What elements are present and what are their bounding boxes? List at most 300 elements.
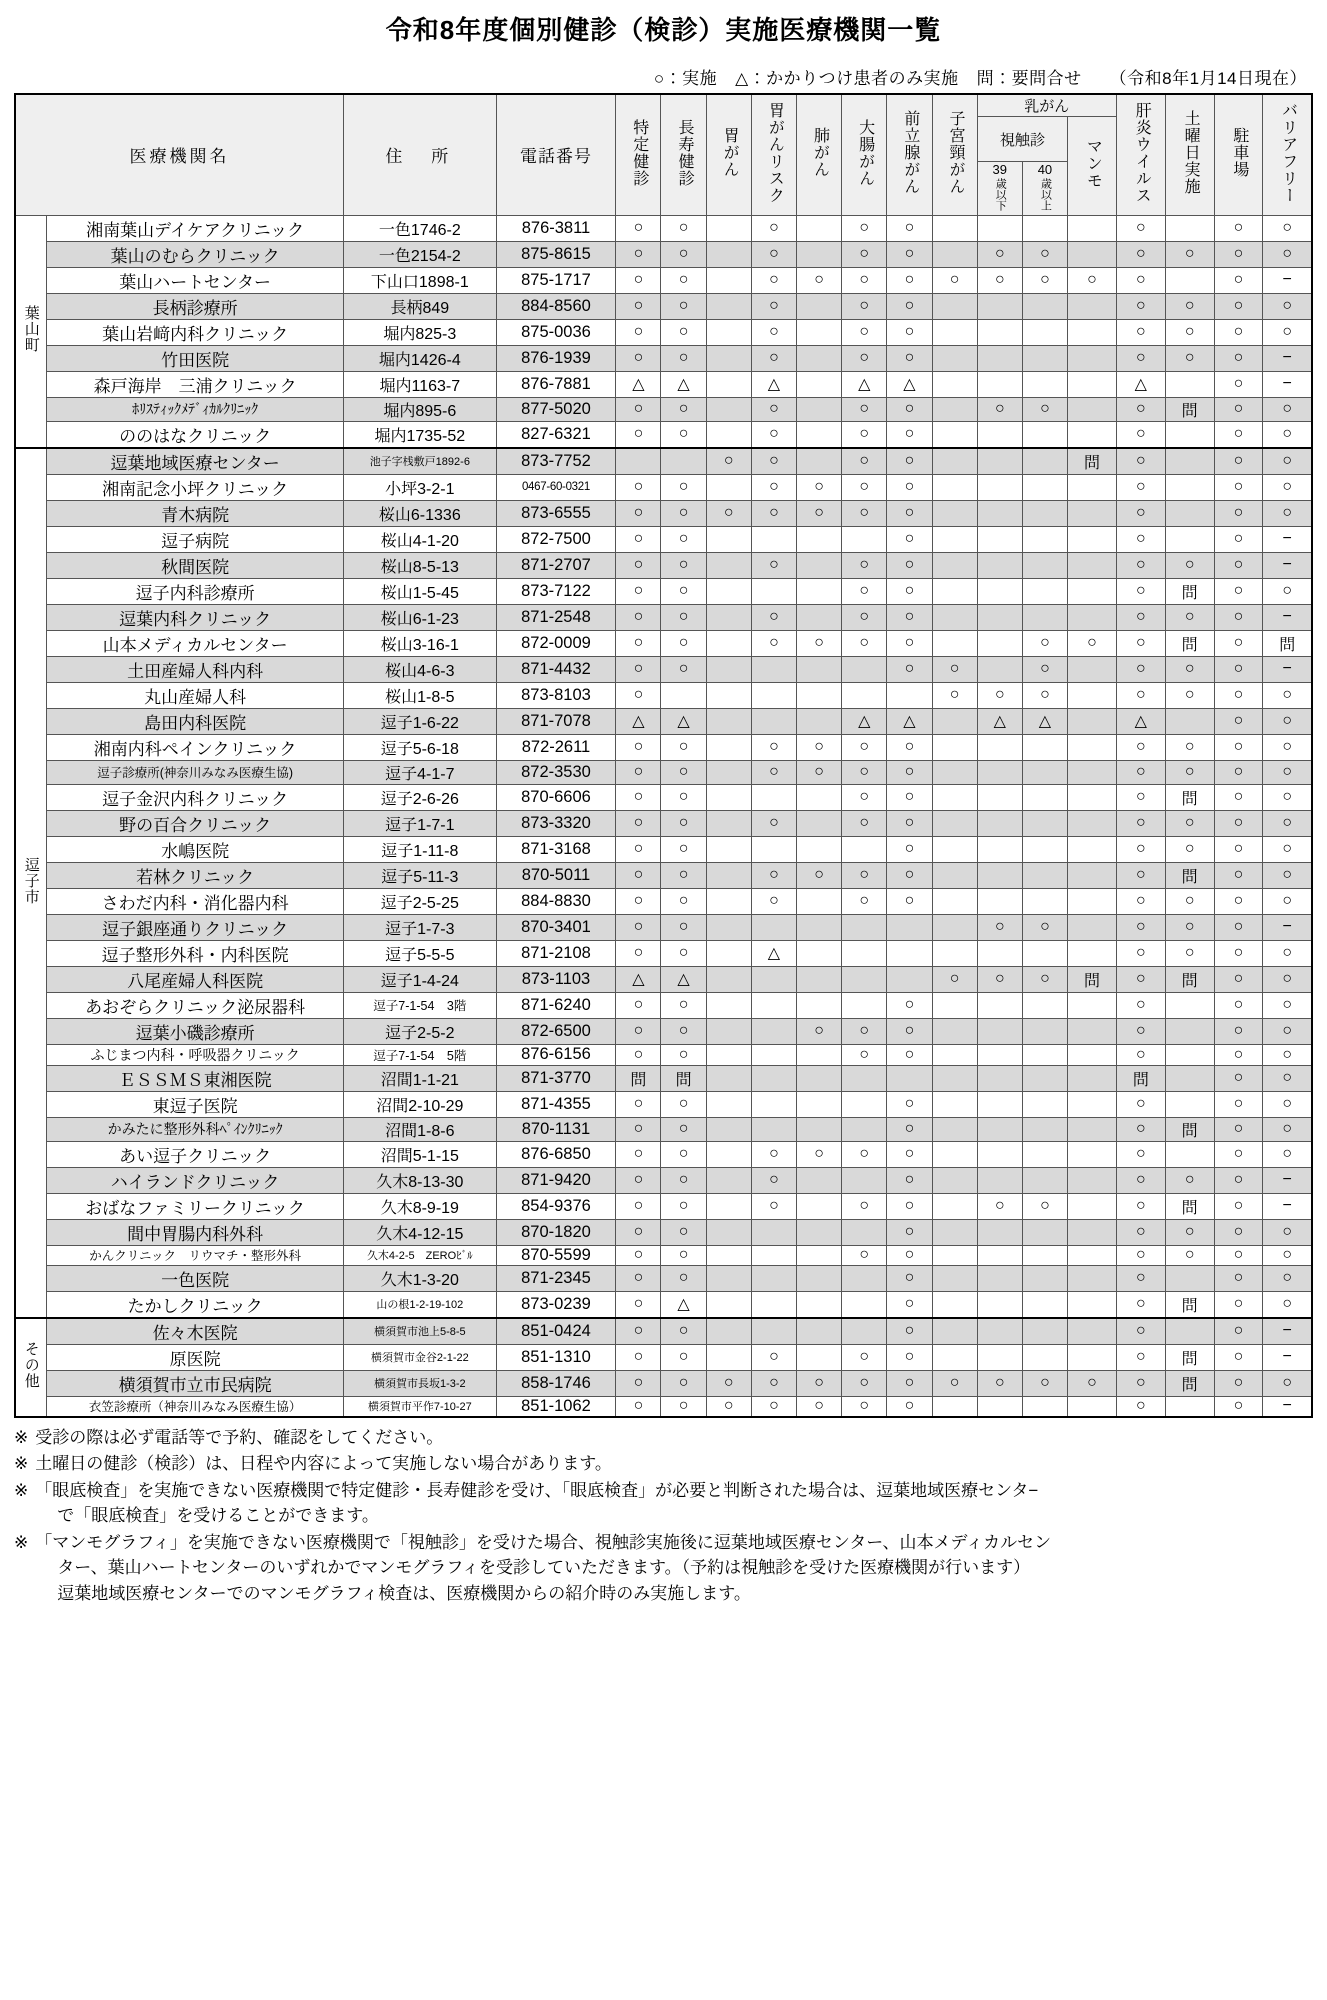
cell-phone: 871-2548 — [496, 604, 616, 630]
cell-address: 一色2154-2 — [344, 241, 497, 267]
cell-mark-choju — [661, 448, 706, 475]
cell-mark-mammo: 問 — [1068, 448, 1117, 475]
cell-mark-zenritsusen: ○ — [887, 319, 932, 345]
cell-mark-igan — [706, 1318, 751, 1345]
cell-mark-igan — [706, 1193, 751, 1219]
cell-address: 逗子7-1-54 5階 — [344, 1044, 497, 1065]
cell-mark-doyobi: ○ — [1165, 940, 1214, 966]
col-header-zenritsusen: 前立腺がん — [887, 94, 932, 216]
cell-facility-name: 間中胃腸内科外科 — [47, 1219, 344, 1245]
cell-address: 一色1746-2 — [344, 215, 497, 241]
cell-mark-igan_risk — [751, 526, 796, 552]
cell-mark-tokutei: ○ — [616, 552, 661, 578]
cell-phone: 876-3811 — [496, 215, 616, 241]
cell-mark-barrierfree: ○ — [1263, 1065, 1312, 1091]
cell-mark-mammo — [1068, 1396, 1117, 1417]
cell-mark-mammo — [1068, 940, 1117, 966]
cell-mark-age_under39 — [977, 1018, 1022, 1044]
cell-mark-daichogan: ○ — [842, 760, 887, 784]
table-row — [15, 345, 1312, 371]
cell-mark-tokutei: ○ — [616, 474, 661, 500]
cell-mark-mammo: ○ — [1068, 267, 1117, 293]
cell-mark-haigan: ○ — [797, 760, 842, 784]
cell-mark-age_under39: ○ — [977, 241, 1022, 267]
cell-phone: 876-6156 — [496, 1044, 616, 1065]
cell-address: 逗子2-5-2 — [344, 1018, 497, 1044]
cell-facility-name: 逗子銀座通りクリニック — [47, 914, 344, 940]
cell-mark-shikyukei — [932, 810, 977, 836]
cell-mark-chushajo: ○ — [1214, 1141, 1263, 1167]
cell-mark-choju: ○ — [661, 1344, 706, 1370]
cell-facility-name: ﾎﾘｽﾃｨｯｸﾒﾃﾞｨｶﾙｸﾘﾆｯｸ — [47, 397, 344, 421]
cell-mark-chushajo: ○ — [1214, 500, 1263, 526]
cell-address: 逗子5-11-3 — [344, 862, 497, 888]
cell-mark-choju: ○ — [661, 241, 706, 267]
cell-mark-igan — [706, 1044, 751, 1065]
cell-address: 桜山4-6-3 — [344, 656, 497, 682]
cell-address: 逗子1-11-8 — [344, 836, 497, 862]
cell-mark-zenritsusen: ○ — [887, 1141, 932, 1167]
cell-facility-name: 佐々木医院 — [47, 1318, 344, 1345]
cell-mark-choju: ○ — [661, 1219, 706, 1245]
cell-mark-tokutei: ○ — [616, 397, 661, 421]
cell-mark-age_over40 — [1022, 1396, 1067, 1417]
cell-mark-haigan — [797, 215, 842, 241]
cell-mark-daichogan — [842, 526, 887, 552]
cell-mark-igan — [706, 371, 751, 397]
cell-mark-haigan — [797, 682, 842, 708]
cell-mark-barrierfree: − — [1263, 345, 1312, 371]
cell-mark-doyobi — [1165, 500, 1214, 526]
cell-mark-age_over40: ○ — [1022, 1193, 1067, 1219]
cell-mark-chushajo: ○ — [1214, 371, 1263, 397]
cell-facility-name: 八尾産婦人科医院 — [47, 966, 344, 992]
legend-line — [14, 50, 1313, 93]
cell-mark-doyobi: ○ — [1165, 241, 1214, 267]
cell-phone: 875-1717 — [496, 267, 616, 293]
cell-mark-igan — [706, 319, 751, 345]
cell-mark-mammo: ○ — [1068, 630, 1117, 656]
cell-mark-doyobi — [1165, 448, 1214, 475]
cell-mark-daichogan: ○ — [842, 1141, 887, 1167]
cell-mark-igan_risk: ○ — [751, 760, 796, 784]
cell-mark-mammo — [1068, 1091, 1117, 1117]
cell-mark-chushajo: ○ — [1214, 888, 1263, 914]
cell-address: 久木8-9-19 — [344, 1193, 497, 1219]
cell-mark-choju: ○ — [661, 474, 706, 500]
cell-mark-choju: ○ — [661, 810, 706, 836]
cell-mark-chushajo: ○ — [1214, 552, 1263, 578]
note-marker: ※ — [14, 1480, 29, 1500]
cell-mark-barrierfree: − — [1263, 656, 1312, 682]
cell-facility-name: ハイランドクリニック — [47, 1167, 344, 1193]
cell-mark-igan_risk — [751, 578, 796, 604]
cell-mark-igan_risk: △ — [751, 940, 796, 966]
cell-mark-mammo — [1068, 241, 1117, 267]
cell-mark-choju: ○ — [661, 1167, 706, 1193]
cell-mark-choju: ○ — [661, 914, 706, 940]
cell-mark-haigan — [797, 1245, 842, 1265]
note-text-continuation: で「眼底検査」を受けることができます。 — [57, 1506, 379, 1526]
cell-mark-barrierfree: ○ — [1263, 578, 1312, 604]
cell-mark-igan_risk: ○ — [751, 1141, 796, 1167]
table-row — [15, 862, 1312, 888]
cell-mark-shikyukei — [932, 1091, 977, 1117]
table-row — [15, 888, 1312, 914]
cell-address: 久木1-3-20 — [344, 1265, 497, 1291]
cell-mark-chushajo: ○ — [1214, 1044, 1263, 1065]
table-row — [15, 734, 1312, 760]
cell-mark-chushajo: ○ — [1214, 760, 1263, 784]
cell-mark-age_under39 — [977, 888, 1022, 914]
cell-mark-igan_risk — [751, 1018, 796, 1044]
cell-mark-age_over40 — [1022, 862, 1067, 888]
cell-mark-barrierfree: ○ — [1263, 448, 1312, 475]
cell-mark-tokutei: ○ — [616, 526, 661, 552]
cell-mark-age_under39 — [977, 1219, 1022, 1245]
cell-mark-doyobi — [1165, 474, 1214, 500]
cell-mark-age_under39 — [977, 1318, 1022, 1345]
cell-mark-age_under39 — [977, 526, 1022, 552]
cell-mark-choju: ○ — [661, 421, 706, 448]
cell-mark-age_over40 — [1022, 1318, 1067, 1345]
cell-mark-barrierfree: ○ — [1263, 966, 1312, 992]
table-row — [15, 1370, 1312, 1396]
cell-mark-shikyukei — [932, 1245, 977, 1265]
cell-mark-doyobi: ○ — [1165, 1219, 1214, 1245]
cell-mark-kanen: ○ — [1116, 448, 1165, 475]
table-row — [15, 1265, 1312, 1291]
cell-mark-barrierfree: ○ — [1263, 784, 1312, 810]
cell-phone: 873-3320 — [496, 810, 616, 836]
cell-mark-doyobi: 問 — [1165, 630, 1214, 656]
cell-mark-mammo — [1068, 578, 1117, 604]
cell-address: 逗子2-5-25 — [344, 888, 497, 914]
cell-mark-igan_risk: ○ — [751, 1396, 796, 1417]
cell-mark-tokutei: ○ — [616, 1318, 661, 1345]
cell-mark-age_over40 — [1022, 526, 1067, 552]
table-row — [15, 836, 1312, 862]
cell-mark-shikyukei — [932, 500, 977, 526]
cell-mark-zenritsusen: ○ — [887, 1193, 932, 1219]
cell-mark-age_under39 — [977, 630, 1022, 656]
cell-mark-igan — [706, 1117, 751, 1141]
cell-mark-igan_risk: ○ — [751, 552, 796, 578]
cell-mark-zenritsusen: ○ — [887, 760, 932, 784]
cell-mark-chushajo: ○ — [1214, 992, 1263, 1018]
table-row — [15, 215, 1312, 241]
cell-mark-mammo — [1068, 992, 1117, 1018]
cell-mark-age_over40 — [1022, 448, 1067, 475]
cell-mark-haigan — [797, 1044, 842, 1065]
table-row — [15, 526, 1312, 552]
cell-mark-chushajo: ○ — [1214, 1318, 1263, 1345]
cell-mark-tokutei: ○ — [616, 682, 661, 708]
cell-address: 逗子1-4-24 — [344, 966, 497, 992]
cell-mark-igan_risk: ○ — [751, 604, 796, 630]
cell-mark-daichogan: ○ — [842, 862, 887, 888]
cell-mark-tokutei: ○ — [616, 1291, 661, 1318]
cell-mark-mammo — [1068, 656, 1117, 682]
cell-mark-tokutei: ○ — [616, 810, 661, 836]
note-marker: ※ — [14, 1427, 29, 1447]
cell-mark-daichogan: ○ — [842, 319, 887, 345]
cell-mark-chushajo: ○ — [1214, 966, 1263, 992]
cell-mark-mammo — [1068, 552, 1117, 578]
col-header-phone: 電話番号 — [496, 94, 616, 216]
cell-mark-mammo — [1068, 1018, 1117, 1044]
cell-mark-haigan — [797, 1344, 842, 1370]
cell-mark-igan — [706, 784, 751, 810]
cell-mark-daichogan: ○ — [842, 474, 887, 500]
cell-mark-age_over40: △ — [1022, 708, 1067, 734]
cell-mark-mammo — [1068, 319, 1117, 345]
cell-facility-name: 葉山のむらクリニック — [47, 241, 344, 267]
cell-mark-shikyukei — [932, 862, 977, 888]
cell-facility-name: たかしクリニック — [47, 1291, 344, 1318]
cell-mark-age_under39 — [977, 940, 1022, 966]
cell-mark-choju: ○ — [661, 836, 706, 862]
cell-mark-zenritsusen: ○ — [887, 836, 932, 862]
cell-phone: 873-6555 — [496, 500, 616, 526]
cell-mark-mammo: ○ — [1068, 1370, 1117, 1396]
col-header-nyugan-group: 乳がん — [977, 94, 1116, 117]
cell-mark-shikyukei — [932, 371, 977, 397]
cell-phone: 871-2707 — [496, 552, 616, 578]
cell-mark-barrierfree: − — [1263, 604, 1312, 630]
cell-mark-doyobi — [1165, 371, 1214, 397]
cell-mark-igan_risk: ○ — [751, 397, 796, 421]
cell-mark-barrierfree: ○ — [1263, 1291, 1312, 1318]
cell-mark-chushajo: ○ — [1214, 914, 1263, 940]
cell-address: 山の根1-2-19-102 — [344, 1291, 497, 1318]
cell-mark-age_over40: ○ — [1022, 914, 1067, 940]
cell-mark-haigan — [797, 526, 842, 552]
cell-mark-barrierfree: ○ — [1263, 862, 1312, 888]
cell-mark-age_under39 — [977, 1396, 1022, 1417]
cell-mark-igan — [706, 992, 751, 1018]
col-header-shishokushin-group: 視触診 — [977, 116, 1067, 162]
cell-mark-age_under39: ○ — [977, 914, 1022, 940]
cell-mark-mammo — [1068, 604, 1117, 630]
cell-mark-haigan — [797, 1265, 842, 1291]
cell-mark-doyobi — [1165, 708, 1214, 734]
cell-mark-doyobi: ○ — [1165, 914, 1214, 940]
cell-mark-barrierfree: − — [1263, 1344, 1312, 1370]
cell-facility-name: あおぞらクリニック泌尿器科 — [47, 992, 344, 1018]
cell-mark-mammo — [1068, 1141, 1117, 1167]
cell-mark-kanen: ○ — [1116, 474, 1165, 500]
cell-mark-choju: ○ — [661, 319, 706, 345]
cell-mark-doyobi: ○ — [1165, 888, 1214, 914]
col-header-mammo: マンモ — [1068, 116, 1117, 215]
cell-mark-zenritsusen: ○ — [887, 345, 932, 371]
cell-mark-daichogan: ○ — [842, 448, 887, 475]
cell-mark-age_under39 — [977, 836, 1022, 862]
cell-mark-kanen: ○ — [1116, 397, 1165, 421]
cell-mark-igan_risk: ○ — [751, 1167, 796, 1193]
note-text: 受診の際は必ず電話等で予約、確認をしてください。 — [35, 1427, 444, 1447]
cell-mark-haigan — [797, 397, 842, 421]
cell-mark-igan_risk — [751, 1117, 796, 1141]
cell-mark-igan — [706, 862, 751, 888]
cell-mark-igan_risk: ○ — [751, 319, 796, 345]
cell-mark-age_over40 — [1022, 578, 1067, 604]
cell-mark-choju: ○ — [661, 552, 706, 578]
cell-mark-age_under39 — [977, 474, 1022, 500]
cell-mark-age_over40 — [1022, 293, 1067, 319]
cell-mark-mammo — [1068, 215, 1117, 241]
cell-mark-barrierfree: − — [1263, 1193, 1312, 1219]
cell-mark-barrierfree: ○ — [1263, 760, 1312, 784]
cell-facility-name: 逗子診療所(神奈川みなみ医療生協) — [47, 760, 344, 784]
cell-mark-igan_risk: ○ — [751, 293, 796, 319]
cell-mark-choju: ○ — [661, 630, 706, 656]
cell-mark-chushajo: ○ — [1214, 1219, 1263, 1245]
cell-mark-age_over40 — [1022, 888, 1067, 914]
cell-mark-zenritsusen: ○ — [887, 215, 932, 241]
cell-mark-kanen: ○ — [1116, 992, 1165, 1018]
cell-mark-haigan — [797, 1219, 842, 1245]
cell-mark-shikyukei — [932, 319, 977, 345]
cell-facility-name: 水嶋医院 — [47, 836, 344, 862]
cell-mark-mammo — [1068, 1291, 1117, 1318]
cell-mark-mammo — [1068, 1219, 1117, 1245]
cell-mark-igan — [706, 345, 751, 371]
cell-mark-age_under39 — [977, 215, 1022, 241]
cell-mark-age_under39 — [977, 1141, 1022, 1167]
cell-mark-zenritsusen: ○ — [887, 293, 932, 319]
cell-address: 横須賀市池上5-8-5 — [344, 1318, 497, 1345]
cell-mark-tokutei: ○ — [616, 784, 661, 810]
table-row — [15, 708, 1312, 734]
cell-mark-daichogan: ○ — [842, 267, 887, 293]
cell-mark-haigan — [797, 810, 842, 836]
cell-mark-doyobi: 問 — [1165, 397, 1214, 421]
page-title: 令和8年度個別健診（検診）実施医療機関一覧 — [385, 15, 942, 45]
cell-mark-doyobi: ○ — [1165, 760, 1214, 784]
cell-mark-shikyukei — [932, 1044, 977, 1065]
cell-mark-barrierfree: ○ — [1263, 734, 1312, 760]
cell-mark-zenritsusen: ○ — [887, 578, 932, 604]
cell-mark-age_under39 — [977, 1245, 1022, 1265]
table-row — [15, 1344, 1312, 1370]
cell-phone: 873-0239 — [496, 1291, 616, 1318]
cell-mark-haigan — [797, 1091, 842, 1117]
cell-mark-age_under39 — [977, 293, 1022, 319]
cell-phone: 851-0424 — [496, 1318, 616, 1345]
cell-mark-igan — [706, 1265, 751, 1291]
cell-mark-shikyukei — [932, 760, 977, 784]
cell-address: 沼間1-8-6 — [344, 1117, 497, 1141]
cell-mark-barrierfree: ○ — [1263, 474, 1312, 500]
cell-mark-igan_risk: ○ — [751, 1193, 796, 1219]
cell-mark-choju: △ — [661, 708, 706, 734]
cell-mark-zenritsusen — [887, 940, 932, 966]
cell-mark-mammo — [1068, 1193, 1117, 1219]
cell-mark-mammo — [1068, 784, 1117, 810]
cell-address: 沼間2-10-29 — [344, 1091, 497, 1117]
cell-mark-mammo — [1068, 708, 1117, 734]
cell-mark-barrierfree: ○ — [1263, 888, 1312, 914]
table-head — [15, 94, 1312, 216]
cell-mark-shikyukei — [932, 421, 977, 448]
cell-address: 横須賀市平作7-10-27 — [344, 1396, 497, 1417]
cell-mark-doyobi: ○ — [1165, 604, 1214, 630]
cell-mark-zenritsusen: ○ — [887, 1318, 932, 1345]
cell-mark-igan — [706, 397, 751, 421]
cell-mark-barrierfree: − — [1263, 1396, 1312, 1417]
cell-mark-kanen: ○ — [1116, 1370, 1165, 1396]
cell-mark-daichogan: ○ — [842, 604, 887, 630]
cell-mark-tokutei: ○ — [616, 293, 661, 319]
cell-address: 池子字桟敷戸1892-6 — [344, 448, 497, 475]
cell-mark-mammo — [1068, 1044, 1117, 1065]
cell-address: 堀内1426-4 — [344, 345, 497, 371]
cell-mark-kanen: ○ — [1116, 630, 1165, 656]
cell-mark-choju: ○ — [661, 1044, 706, 1065]
cell-mark-kanen: ○ — [1116, 1219, 1165, 1245]
cell-mark-kanen: ○ — [1116, 500, 1165, 526]
cell-mark-shikyukei — [932, 1193, 977, 1219]
cell-mark-igan — [706, 552, 751, 578]
cell-mark-zenritsusen: ○ — [887, 1396, 932, 1417]
cell-mark-haigan — [797, 836, 842, 862]
cell-mark-shikyukei — [932, 836, 977, 862]
cell-mark-age_over40: ○ — [1022, 656, 1067, 682]
cell-mark-chushajo: ○ — [1214, 1065, 1263, 1091]
cell-mark-igan — [706, 1167, 751, 1193]
cell-mark-barrierfree: − — [1263, 526, 1312, 552]
cell-mark-choju: ○ — [661, 888, 706, 914]
cell-mark-igan_risk — [751, 966, 796, 992]
cell-mark-age_over40 — [1022, 992, 1067, 1018]
cell-mark-daichogan: ○ — [842, 630, 887, 656]
cell-mark-doyobi — [1165, 1091, 1214, 1117]
cell-mark-daichogan — [842, 1091, 887, 1117]
cell-mark-kanen: ○ — [1116, 966, 1165, 992]
cell-mark-haigan: ○ — [797, 1018, 842, 1044]
cell-mark-daichogan — [842, 966, 887, 992]
cell-mark-barrierfree: ○ — [1263, 500, 1312, 526]
cell-facility-name: かみたに整形外科ﾍﾟｲﾝｸﾘﾆｯｸ — [47, 1117, 344, 1141]
cell-mark-tokutei: ○ — [616, 888, 661, 914]
cell-mark-zenritsusen: ○ — [887, 1091, 932, 1117]
table-row — [15, 1117, 1312, 1141]
cell-mark-igan — [706, 760, 751, 784]
cell-mark-igan_risk: ○ — [751, 474, 796, 500]
cell-address: 逗子5-5-5 — [344, 940, 497, 966]
cell-facility-name: 逗子金沢内科クリニック — [47, 784, 344, 810]
cell-mark-igan — [706, 604, 751, 630]
cell-mark-daichogan: ○ — [842, 215, 887, 241]
cell-mark-haigan — [797, 371, 842, 397]
cell-mark-igan_risk — [751, 682, 796, 708]
cell-mark-zenritsusen: △ — [887, 371, 932, 397]
cell-mark-tokutei: ○ — [616, 1245, 661, 1265]
cell-mark-mammo — [1068, 293, 1117, 319]
cell-mark-choju: ○ — [661, 578, 706, 604]
cell-mark-daichogan: ○ — [842, 1018, 887, 1044]
cell-mark-shikyukei — [932, 1167, 977, 1193]
cell-mark-shikyukei — [932, 1141, 977, 1167]
cell-mark-zenritsusen: ○ — [887, 526, 932, 552]
cell-mark-zenritsusen: ○ — [887, 1344, 932, 1370]
cell-phone: 871-6240 — [496, 992, 616, 1018]
cell-mark-kanen: ○ — [1116, 1117, 1165, 1141]
cell-mark-mammo — [1068, 1167, 1117, 1193]
cell-mark-choju: ○ — [661, 1265, 706, 1291]
